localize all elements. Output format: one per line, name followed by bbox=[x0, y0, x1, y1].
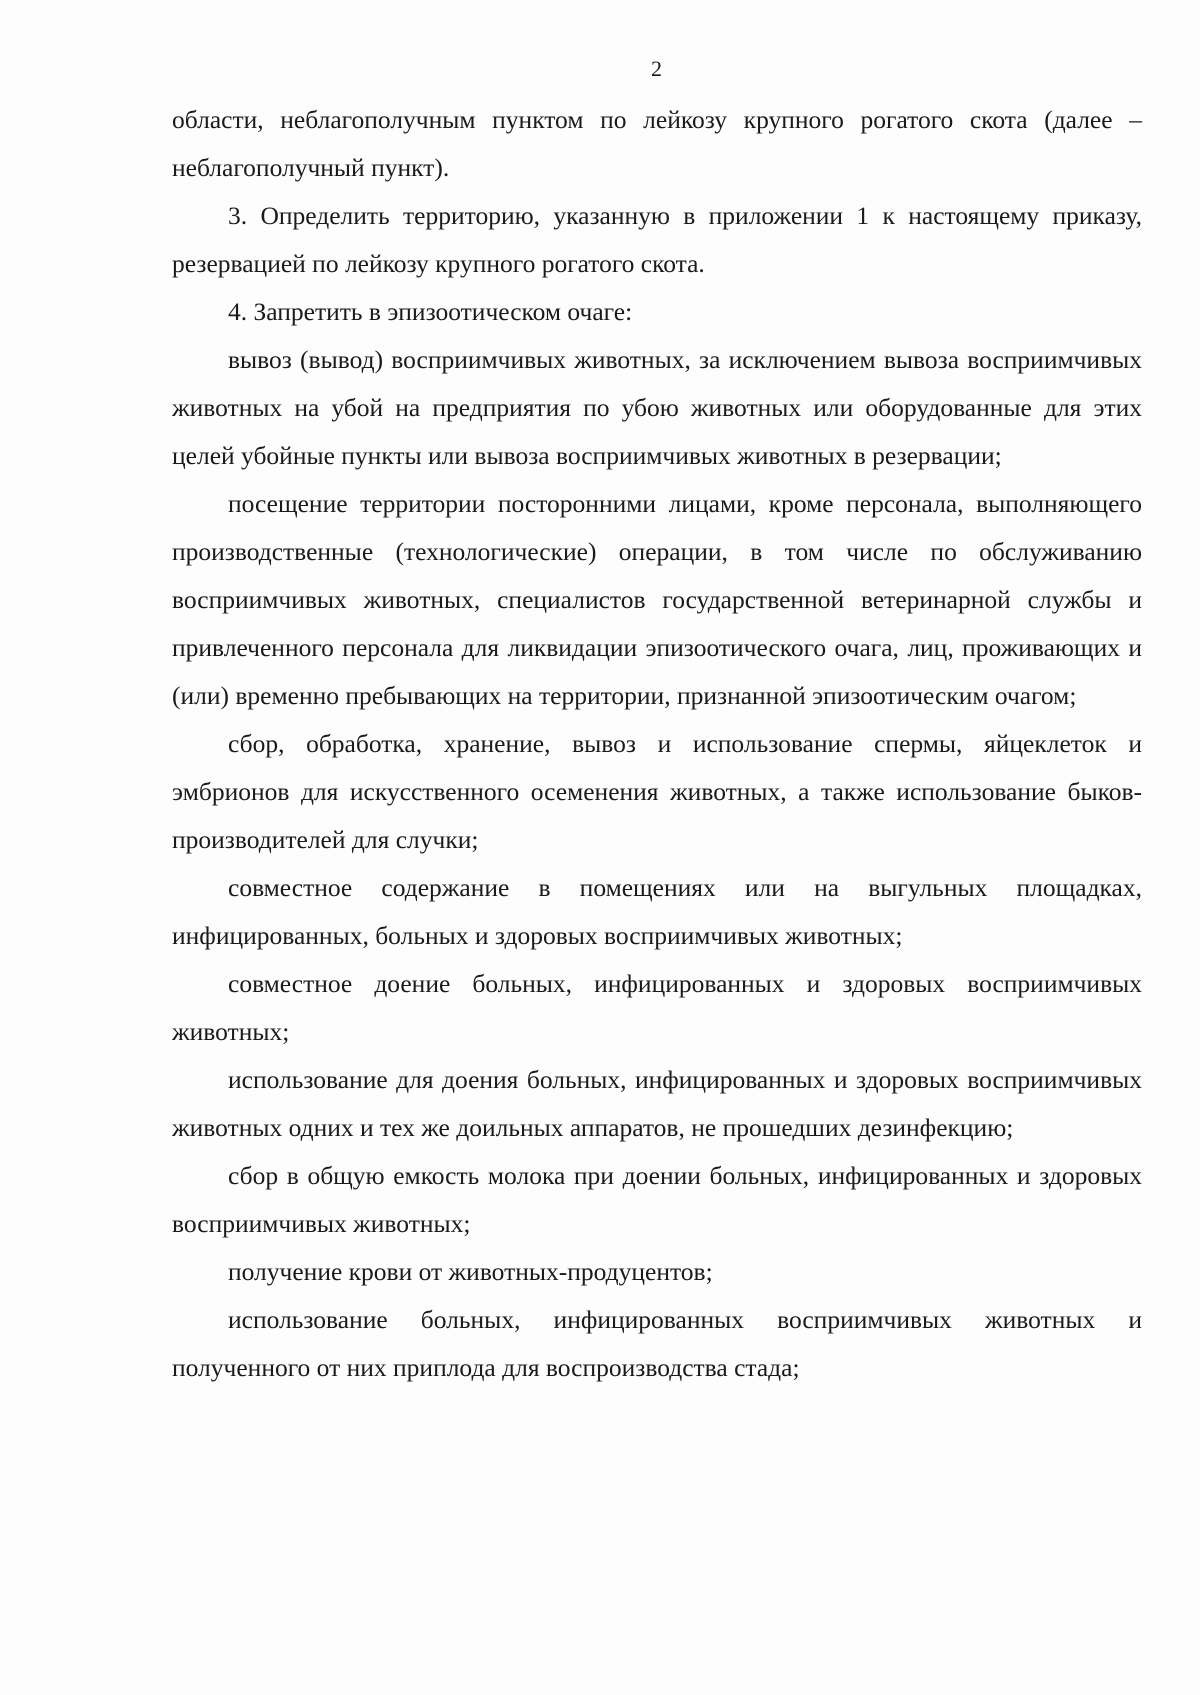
document-body bbox=[172, 96, 1142, 1392]
paragraph-ban-breeding: использование больных, инфицированных восприимчивых животных и полученного от них приплода для воспроизводства стада; bbox=[172, 1305, 1142, 1382]
paragraph-ban-milk-collection: сбор в общую емкость молока при доении больных, инфицированных и здоровых восприимчивых животных; bbox=[172, 1161, 1142, 1238]
paragraph-ban-joint-milking: совместное доение больных, инфицированных и здоровых восприимчивых животных; bbox=[172, 969, 1142, 1046]
paragraph-ban-sperm: сбор, обработка, хранение, вывоз и использование спермы, яйцеклеток и эмбрионов для искусственного осеменения животных, а также использование быков-производителей для случки; bbox=[172, 729, 1142, 854]
paragraph-ban-blood: получение крови от животных-продуцентов; bbox=[228, 1257, 713, 1286]
paragraph-continuation: области, неблагополучным пунктом по лейкозу крупного рогатого скота (далее – неблагополучный пункт). bbox=[172, 105, 1142, 182]
paragraph-item-4: 4. Запретить в эпизоотическом очаге: bbox=[228, 297, 633, 326]
paragraph-ban-visits: посещение территории посторонними лицами, кроме персонала, выполняющего производственные (технологические) операции, в том числе по обслуживанию восприимчивых животных, специалистов государственной ветеринарной службы и привлеченного персонала для ликвидации эпизоотического очага, лиц, проживающих и (или) временно пребывающих на территории, признанной эпизоотическим очагом; bbox=[172, 489, 1142, 710]
paragraph-ban-milking-apparatus: использование для доения больных, инфицированных и здоровых восприимчивых животных одних и тех же доильных аппаратов, не прошедших дезинфекцию; bbox=[172, 1065, 1142, 1142]
page-number: 2 bbox=[651, 56, 662, 81]
paragraph-ban-removal: вывоз (вывод) восприимчивых животных, за исключением вывоза восприимчивых животных на убой на предприятия по убою животных или оборудованные для этих целей убойные пункты или вывоза восприимчивых животных в резервации; bbox=[172, 345, 1142, 470]
paragraph-item-3: 3. Определить территорию, указанную в приложении 1 к настоящему приказу, резервацией по лейкозу крупного рогатого скота. bbox=[172, 201, 1142, 278]
paragraph-ban-joint-keeping: совместное содержание в помещениях или на выгульных площадках, инфицированных, больных и здоровых восприимчивых животных; bbox=[172, 873, 1142, 950]
